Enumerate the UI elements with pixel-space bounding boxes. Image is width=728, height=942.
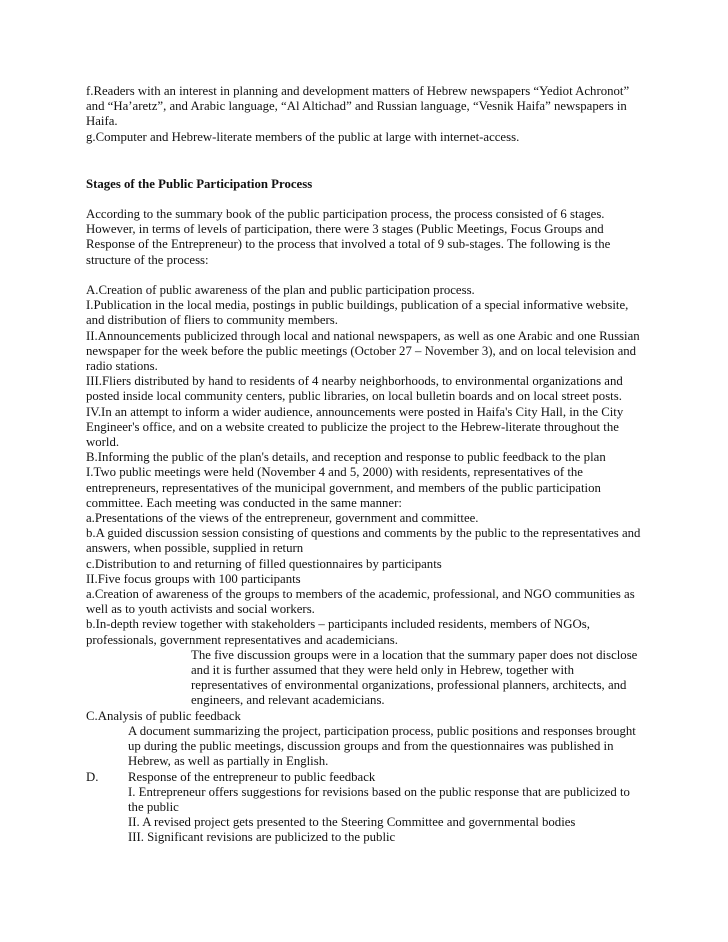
stage-a-title: A.Creation of public awareness of the plan and public participation process. <box>86 283 475 297</box>
process-structure <box>86 283 646 846</box>
summary-paragraph: According to the summary book of the public participation process, the process consisted of 6 stages. However, in terms of levels of participation, there were 3 stages (Public Meetings, Focus Groups and Response of the Entrepreneur) to the process that involved a total of 9 sub-stages. The following is the structure of the process: <box>86 207 611 267</box>
audience-list <box>86 84 646 145</box>
stage-a-item-2: II.Announcements publicized through local and national newspapers, as well as one Arabic and one Russian newspaper for the week before the public meetings (October 27 – November 3), and on local television and radio stations. <box>86 328 640 374</box>
stage-b-title: B.Informing the public of the plan's details, and reception and response to public feedback to the plan <box>86 450 606 465</box>
stage-c-title: C.Analysis of public feedback <box>86 708 241 723</box>
stage-b-meeting-item-b: b.A guided discussion session consisting of questions and comments by the public to the representatives and answers, when possible, supplied in return <box>86 526 641 556</box>
summary-paragraph-block <box>86 207 646 268</box>
stage-c-text: A document summarizing the project, participation process, public positions and responses brought up during the public meetings, discussion groups and from the questionnaires was published in Hebrew, as well as partially in English. <box>128 723 636 769</box>
stage-d-item-2: II. A revised project gets presented to the Steering Committee and governmental bodies <box>128 815 576 830</box>
stage-a-item-1: I.Publication in the local media, postings in public buildings, publication of a special informative website, and distribution of fliers to community members. <box>86 298 629 328</box>
stage-a-item-4: IV.In an attempt to inform a wider audience, announcements were posted in Haifa's City Hall, in the City Engineer's office, and on a website created to publicize the project to the Hebrew-literate throughout the world. <box>86 404 624 450</box>
stage-d-row <box>86 770 646 785</box>
audience-item-g: g.Computer and Hebrew-literate members of the public at large with internet-access. <box>86 129 520 144</box>
stage-b-focus-note: The five discussion groups were in a location that the summary paper does not disclose and it is further assumed that they were held only in Hebrew, together with representatives of environmental organizations, professional planners, architects, and engineers, and relevant academicians. <box>191 647 638 708</box>
stage-b-focus-item-b: b.In-depth review together with stakeholders – participants included residents, members of NGOs, professionals, government representatives and academicians. <box>86 617 590 647</box>
stage-d-label: D. <box>86 769 99 784</box>
section-heading: Stages of the Public Participation Process <box>86 177 313 191</box>
section-heading-block <box>86 177 646 192</box>
stage-d-title: Response of the entrepreneur to public feedback <box>128 769 376 784</box>
stage-b-focus-item-a: a.Creation of awareness of the groups to members of the academic, professional, and NGO communities as well as to youth activists and social workers. <box>86 587 635 617</box>
audience-item-f: f.Readers with an interest in planning and development matters of Hebrew newspapers “Yediot Achronot” and “Ha’aretz”, and Arabic language, “Al Altichad” and Russian language, “Vesnik Haifa” newspapers in Haifa. <box>86 84 630 129</box>
stage-b-meetings: I.Two public meetings were held (November 4 and 5, 2000) with residents, representatives of the entrepreneurs, representatives of the municipal government, and members of the public participation committee. Each meeting was conducted in the same manner: <box>86 465 601 510</box>
stage-b-focus: II.Five focus groups with 100 participants <box>86 571 301 586</box>
stage-b-meeting-item-c: c.Distribution to and returning of filled questionnaires by participants <box>86 556 442 571</box>
stage-a-item-3: III.Fliers distributed by hand to residents of 4 nearby neighborhoods, to environmental organizations and posted inside local community centers, public libraries, on local bulletin boards and on local street posts. <box>86 374 623 404</box>
stage-d-item-3: III. Significant revisions are publicized to the public <box>128 830 396 845</box>
stage-d-item-1: I. Entrepreneur offers suggestions for revisions based on the public response that are publicized to the public <box>128 784 630 814</box>
stage-b-meeting-item-a: a.Presentations of the views of the entrepreneur, government and committee. <box>86 511 479 526</box>
